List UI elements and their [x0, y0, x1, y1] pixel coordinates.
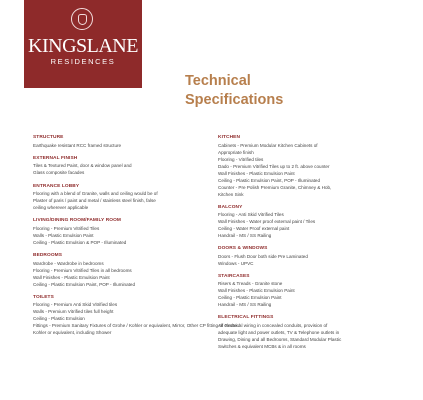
section-heading: KITCHEN	[218, 135, 241, 140]
spec-section	[218, 134, 403, 198]
spec-line: Walls - Plastic Emulsion Paint	[33, 232, 94, 238]
spec-line: Appropriate finish	[218, 149, 254, 155]
spec-line: Flooring - Vitrified tiles	[218, 156, 264, 162]
spec-line: Glass composite facades	[33, 170, 85, 176]
section-heading: EXTERNAL FINISH	[33, 155, 78, 161]
spec-line: Flooring with a blend of Granite, walls and ceiling would be of	[33, 191, 158, 197]
section-heading: STRUCTURE	[33, 135, 64, 140]
section-heading: ELECTRICAL FITTINGS	[218, 315, 274, 320]
spec-section	[33, 155, 211, 177]
brand-name: KINGSLANE	[28, 35, 138, 57]
spec-line: Wall Finishes - Plastic Emulsion Paint	[218, 170, 295, 176]
spec-section	[33, 252, 211, 288]
spec-line: Switches & equivalent MCBs & in all rooms	[218, 343, 306, 349]
spec-line: Flooring - Premium Vitrified Tiles in all bedrooms	[33, 267, 132, 273]
section-heading: LIVING/DINING ROOM/FAMILY ROOM	[33, 218, 122, 224]
brand-subtitle: RESIDENCES	[50, 57, 116, 66]
spec-line: adequate light and power outlets, TV & Telephone outlets in	[218, 329, 340, 335]
spec-section	[33, 294, 240, 337]
spec-section	[33, 183, 211, 212]
right-column	[218, 134, 403, 356]
spec-line: Tiles & Textured Paint, door & window panel and	[33, 163, 132, 169]
spec-line: Flooring - Premium Anti Skid Vitrified tiles	[33, 302, 118, 308]
spec-line: Wall Finishes - Plastic Emulsion Paint	[218, 288, 295, 293]
spec-section	[218, 204, 403, 240]
spec-line: Handrail - MS / SS Railing	[218, 233, 272, 238]
spec-line: Windows - UPVC	[218, 260, 254, 266]
spec-line: Ceiling - Water Proof external paint	[218, 226, 290, 231]
spec-line: Risers & Treads - Granite stone	[218, 281, 283, 286]
spec-line: Plaster of paris / paint and metal / stainless steel finish, false	[33, 198, 156, 204]
spec-line: Handrail - MS / SS Railing	[218, 302, 272, 307]
brand-logo	[24, 0, 142, 88]
spec-line: Walls - Premium Vitrified tiles full height	[33, 309, 114, 315]
spec-line: Fittings - Premium Sanitary Fixtures of Grohe / Kohler or equivalent, Mirror, Other CP fitting of Grohe /	[33, 323, 240, 329]
spec-line: Cabinets - Premium Modular Kitchen Cabinets of	[218, 142, 318, 148]
spec-section	[33, 217, 211, 246]
spec-line: Flooring - Premium Vitrified Tiles	[33, 225, 100, 231]
spec-line: Doors - Flush Door both side Pre Laminated	[218, 253, 308, 259]
spec-line: Earthquake resistant RCC framed structure	[33, 142, 122, 148]
section-heading: BALCONY	[218, 204, 243, 210]
section-heading: BEDROOMS	[33, 253, 63, 259]
spec-section	[218, 245, 403, 267]
page-title	[185, 72, 283, 110]
spec-line: Ceiling - Plastic Emulsion	[33, 316, 85, 322]
spec-line: Ceiling - Plastic Emulsion Paint	[218, 295, 282, 300]
spec-line: Ceiling - Plastic Emulsion Paint, POP - Illuminated	[218, 177, 321, 183]
spec-section	[218, 273, 403, 309]
spec-line: Wall Finishes - Water proof external paint / Tiles	[218, 219, 316, 224]
spec-line: Kitchen Sink	[218, 191, 244, 197]
title-line-2: Specifications	[185, 92, 284, 108]
spec-line: All electrical wiring in concealed conduits, provision of	[218, 322, 328, 328]
crest-icon	[71, 8, 93, 30]
spec-line: ceiling wherever applicable	[33, 205, 89, 211]
section-heading: STAIRCASES	[218, 273, 250, 279]
section-heading: DOORS & WINDOWS	[218, 246, 268, 251]
spec-line: Kohler or equivalent, including Shower	[33, 330, 112, 336]
spec-line: Wardrobe - Wardrobe in bedrooms	[33, 260, 104, 266]
spec-line: Counter - Pre Polish Premium Granite, Chimney & Hob,	[218, 184, 332, 190]
spec-line: Flooring - Anti Skid Vitrified Tiles	[218, 212, 284, 217]
section-heading: ENTRANCE LOBBY	[33, 183, 80, 189]
spec-line: Ceiling - Plastic Emulsion Paint, POP - Illuminated	[33, 281, 136, 287]
spec-section	[218, 314, 403, 350]
section-heading: TOILETS	[33, 294, 54, 300]
spec-line: Ceiling - Plastic Emulsion & POP - Illuminated	[33, 239, 127, 245]
title-line-1: Technical	[185, 73, 251, 89]
spec-line: Drawing, Dining and all Bedrooms, Standard Modular Plastic	[218, 336, 342, 342]
spec-line: Wall Finishes - Plastic Emulsion Paint	[33, 274, 110, 280]
spec-section	[33, 134, 211, 149]
spec-line: Dado - Premium Vitrified Tiles up to 2 ft. above counter	[218, 163, 330, 169]
